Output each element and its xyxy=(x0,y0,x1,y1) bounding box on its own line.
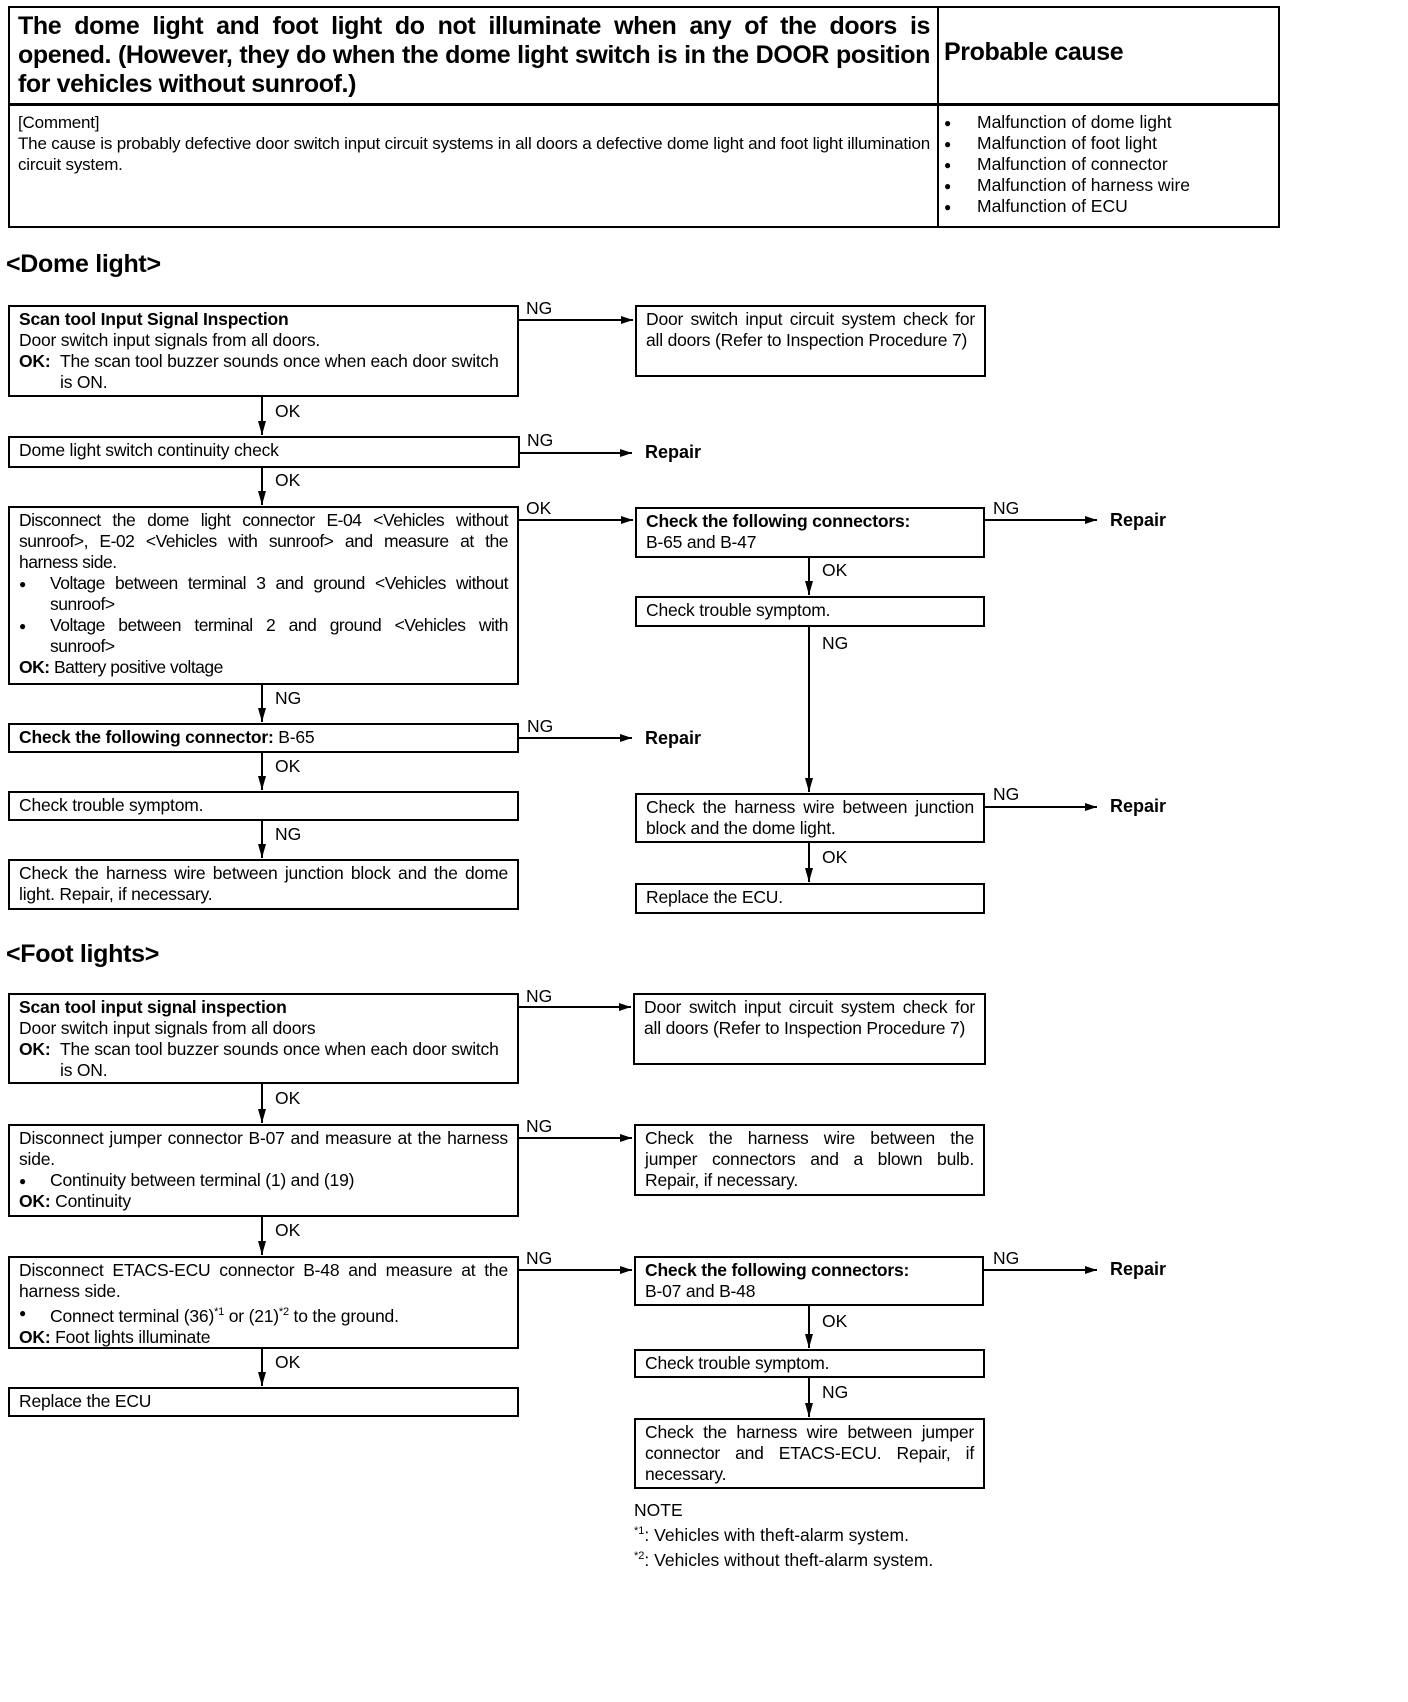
cause-item: ● Malfunction of ECU xyxy=(944,196,1190,217)
foot-harness-bulb-box xyxy=(634,1124,985,1196)
repair-label: Repair xyxy=(1110,510,1167,530)
ng-label: NG xyxy=(527,716,554,736)
step-text: Check the harness wire between junction block and the dome light. xyxy=(646,797,974,838)
ng-label: NG xyxy=(526,1116,553,1136)
ok-text: Battery positive voltage xyxy=(53,657,223,677)
ok-text: Foot lights illuminate xyxy=(55,1326,211,1347)
foot-replace-ecu-box xyxy=(8,1387,519,1417)
ok-text: Continuity xyxy=(55,1191,131,1211)
dome-replace-ecu-box xyxy=(635,883,985,914)
repair-label: Repair xyxy=(645,728,702,748)
repair-label: Repair xyxy=(645,442,702,462)
step-text: Door switch input signals from all doors xyxy=(19,1018,316,1038)
ok-label: OK xyxy=(275,756,301,776)
foot-check-symptom-box xyxy=(634,1349,985,1378)
ok-label: OK: xyxy=(19,1326,51,1347)
comment-label: [Comment] xyxy=(18,113,100,132)
footnote-block xyxy=(634,1500,933,1571)
foot-scan-tool-box xyxy=(8,993,519,1084)
bullet-text: Connect terminal (36) xyxy=(50,1305,215,1326)
ok-label: OK: xyxy=(19,657,50,677)
ok-criteria xyxy=(19,1191,508,1212)
dome-check-symptom-right-box xyxy=(635,596,985,627)
bullet-item: ● Continuity between terminal (1) and (19) xyxy=(19,1170,508,1191)
ok-text: The scan tool buzzer sounds once when each door switch is ON. xyxy=(60,351,499,392)
cause-item: ● Malfunction of dome light xyxy=(944,112,1190,133)
ng-label: NG xyxy=(526,1248,553,1268)
step-text: Door switch input circuit system check for all doors (Refer to Inspection Procedure 7) xyxy=(644,997,975,1038)
ok-label: OK: xyxy=(19,1039,51,1059)
bullet-item: ● Voltage between terminal 2 and ground <Vehicles with sunroof> xyxy=(19,615,508,657)
ok-label: OK xyxy=(275,1088,301,1108)
step-title: Check the following connector: xyxy=(19,727,274,747)
ok-label: OK xyxy=(822,560,848,580)
symptom-title: The dome light and foot light do not illuminate when any of the doors is opened. (However, they do when the dome light switch is in the DOOR position for vehicles without sunroof.) xyxy=(18,12,930,98)
ok-label: OK xyxy=(275,470,301,490)
ok-label: OK: xyxy=(19,1191,51,1211)
comment-text: The cause is probably defective door switch input circuit systems in all doors a defective dome light and foot light illumination circuit system. xyxy=(18,134,930,174)
footnote-mark: *2 xyxy=(634,1549,645,1562)
step-text: Check the harness wire between junction block and the dome light. Repair, if necessary. xyxy=(19,863,508,904)
dome-check-symptom-box xyxy=(8,791,519,821)
bullet-item: ● Voltage between terminal 3 and ground <Vehicles without sunroof> xyxy=(19,573,508,615)
ng-label: NG xyxy=(526,298,553,318)
note-item xyxy=(634,1521,933,1546)
probable-cause-heading: Probable cause xyxy=(944,38,1124,66)
ng-label: NG xyxy=(526,986,553,1006)
repair-label: Repair xyxy=(1110,1259,1167,1279)
dome-check-connectors-box xyxy=(635,507,985,558)
ng-label: NG xyxy=(275,688,302,708)
footnote-mark: *1 xyxy=(214,1306,225,1318)
ng-label: NG xyxy=(993,1248,1020,1268)
note-heading: NOTE xyxy=(634,1500,683,1520)
cause-item: ● Malfunction of connector xyxy=(944,154,1190,175)
step-text: Replace the ECU xyxy=(19,1391,152,1411)
connector-ids: B-07 and B-48 xyxy=(645,1281,756,1301)
cause-item: ● Malfunction of harness wire xyxy=(944,175,1190,196)
dome-light-heading: <Dome light> xyxy=(6,250,161,278)
ok-criteria xyxy=(19,657,508,678)
footnote-mark: *1 xyxy=(634,1525,645,1537)
ok-label: OK xyxy=(822,847,848,867)
bullet-item xyxy=(19,1302,508,1327)
footnote-mark: *2 xyxy=(278,1306,289,1318)
dome-door-switch-ref-box xyxy=(635,305,986,377)
step-text: Dome light switch continuity check xyxy=(19,440,279,460)
ok-label: OK xyxy=(275,1220,301,1240)
ng-label: NG xyxy=(822,633,849,653)
step-text: Check trouble symptom. xyxy=(645,1353,830,1373)
step-text: Door switch input signals from all doors. xyxy=(19,330,321,350)
step-text: Check the harness wire between the jumper connectors and a blown bulb. Repair, if necessary. xyxy=(645,1128,974,1190)
step-title: Check the following connectors: xyxy=(646,511,911,531)
ng-label: NG xyxy=(822,1382,849,1402)
foot-etacs-connector-box xyxy=(8,1256,519,1349)
foot-door-switch-ref-box xyxy=(633,993,986,1065)
step-title: Scan tool Input Signal Inspection xyxy=(19,309,289,329)
step-title: Check the following connectors: xyxy=(645,1260,910,1280)
repair-label: Repair xyxy=(1110,796,1167,816)
foot-check-connectors-box xyxy=(634,1256,984,1306)
dome-disconnect-connector-box xyxy=(8,506,519,685)
note-text: : Vehicles without theft-alarm system. xyxy=(644,1549,934,1570)
step-text: Door switch input circuit system check for all doors (Refer to Inspection Procedure 7) xyxy=(646,309,975,350)
step-text: Check trouble symptom. xyxy=(646,600,831,620)
step-text: Check trouble symptom. xyxy=(19,795,204,815)
step-text: Replace the ECU. xyxy=(646,887,783,907)
ng-label: NG xyxy=(993,498,1020,518)
bullet-text: or (21) xyxy=(224,1305,279,1326)
dome-check-harness-box xyxy=(8,859,519,910)
dome-harness-right-box xyxy=(635,793,985,843)
ng-label: NG xyxy=(527,430,554,450)
step-text: Check the harness wire between jumper connector and ETACS-ECU. Repair, if necessary. xyxy=(645,1422,974,1484)
foot-jumper-connector-box xyxy=(8,1124,519,1217)
ng-label: NG xyxy=(993,784,1020,804)
ok-criteria xyxy=(19,351,508,393)
ok-criteria xyxy=(19,1327,508,1348)
cause-item: ● Malfunction of foot light xyxy=(944,133,1190,154)
connector-ids: B-65 and B-47 xyxy=(646,532,757,552)
bullet-text: to the ground. xyxy=(288,1305,399,1326)
ok-label: OK xyxy=(822,1311,848,1331)
ng-label: NG xyxy=(275,824,302,844)
step-text: Disconnect ETACS-ECU connector B-48 and measure at the harness side. xyxy=(19,1260,508,1301)
dome-check-connector-b65-box xyxy=(8,723,519,753)
ok-criteria xyxy=(19,1039,508,1081)
note-item xyxy=(634,1546,933,1571)
dome-scan-tool-box xyxy=(8,305,519,397)
ok-label: OK xyxy=(275,1352,301,1372)
step-text: Disconnect the dome light connector E-04 <Vehicles without sunroof>, E-02 <Vehicles with sunroof> and measure at the harness side. xyxy=(19,510,508,572)
step-text: Disconnect jumper connector B-07 and measure at the harness side. xyxy=(19,1128,508,1169)
connector-id: B-65 xyxy=(278,727,315,747)
ok-label: OK: xyxy=(19,351,51,371)
note-text: : Vehicles with theft-alarm system. xyxy=(644,1524,909,1545)
dome-switch-continuity-box xyxy=(8,436,520,468)
foot-harness-etacs-box xyxy=(634,1418,985,1489)
ok-label: OK xyxy=(275,401,301,421)
foot-lights-heading: <Foot lights> xyxy=(6,940,160,968)
ok-text: The scan tool buzzer sounds once when each door switch is ON. xyxy=(60,1039,499,1080)
step-title: Scan tool input signal inspection xyxy=(19,997,287,1017)
ok-label: OK xyxy=(526,498,552,518)
